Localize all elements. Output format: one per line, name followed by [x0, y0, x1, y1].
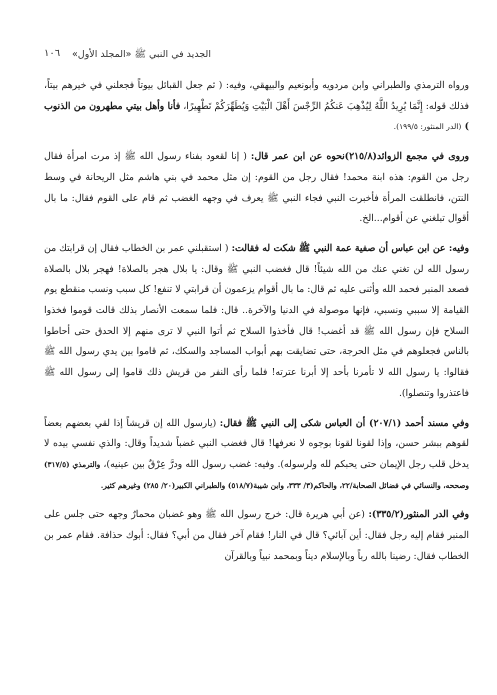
- paragraph-safiyya: [44, 239, 469, 405]
- page-body: [44, 76, 469, 686]
- paragraph-tirmidhi: [44, 76, 469, 138]
- hadith-conclusion: فأنا وأهل بيتي مطهرون من الذنوب ): [44, 100, 469, 133]
- paragraph-lead: وفيه: عن ابن عباس أن صفية عمة النبي ﷺ شكت له فقالت:: [231, 242, 469, 254]
- paragraph-ahmad: [44, 414, 469, 497]
- running-title: الجديد في النبي ﷺ «المجلد الأول»: [72, 49, 211, 60]
- paragraph-text: ( استقبلني عمر بن الخطاب فقال إن قرابتك من رسول الله لن تغني عنك من الله شيئاً! قال فغضب النبي ﷺ وقال: يا بلال هجر بالصلاة! فهجر بلال بالصلاة فصعد المنبر فحمد الله وأثنى عليه ثم قال: ما بال أقوام يزعمون أن قرابتي لا تنفع! كل سبب ونسب منقطع يوم القيامة إلا سببي ونسبي، فإنها موصولة في الدنيا والآخرة.. قال: فلما سمعت الأنصار بذلك قالت قوموا فخذوا السلاح فإن رسول الله ﷺ قد أغضب! قال فأخذوا السلاح ثم أتوا النبي لا ترى منهم إلا الحدق حتى أحاطوا بالناس فجعلوهم في مثل الحرجة، حتى تضايقت بهم أبواب المساجد والسكك، ثم قاموا بين يدي رسول الله ﷺ فقالوا: يا رسول الله لا تأمرنا بأحد إلا أبرنا عترته! فلما رأى النفر من قريش ذلك قاموا إلى رسول الله ﷺ فاعتذروا وتنصلوا).: [44, 242, 469, 399]
- source-reference: (الدر المنثور: ١٩٩/٥).: [393, 122, 462, 132]
- paragraph-durr: [44, 505, 469, 567]
- paragraph-majma: [44, 147, 469, 230]
- source-reference: والترمذي (٣١٧/٥) وصححه، والنسائي في فضائل الصحابة/٢٢، والحاكم(٣/ ٣٣٣، وابن شيبة(٥١٨/٧) والطبراني الكبير(٢٠/ ٢٨٥) وغيرهم كثير.: [44, 459, 469, 490]
- quran-verse-text: فجعلني في خيرهم بيتاً، فذلك قوله: إِنَّمَا يُرِيدُ اللَّهُ لِيُذْهِبَ عَنكُمُ الرِّجْسَ أَهْلَ الْبَيْتِ وَيُطَهِّرَكُمْ تَطْهِيرًا،: [44, 80, 469, 112]
- paragraph-lead: وروى في مجمع الزوائد(٢١٥/٨)نحوه عن ابن عمر قال:: [250, 151, 470, 163]
- paragraph-text: ورواه الترمذي والطبراني وابن مردويه وأبونعيم والبيهقي، وفيه: ( ثم جعل القبائل بيوتاً: [137, 80, 469, 91]
- page-number: ١٠٦: [44, 48, 61, 59]
- paragraph-lead: وفي مسند أحمد (٢٠٧/١) أن العباس شكى إلى النبي ﷺ فقال:: [219, 417, 469, 429]
- page-header: [44, 47, 469, 63]
- paragraph-lead: وفي الدر المنثور(٣٣٥/٢):: [368, 509, 469, 521]
- paragraph-text: (عن أبي هريرة قال: خرج رسول الله ﷺ وهو غضبان محمارٌ وجهه حتى جلس على المنبر فقام إليه رجل فقال: أين آبائي؟ قال في النار! فقام آخر فقال من أبي؟ فقال: أبوك حذافة. فقام عمر بن الخطاب فقال: رضينا بالله رباً وبالإسلام ديناً وبمحمد نبياً وبالقرآن: [44, 509, 469, 562]
- paragraph-text: (يارسول الله إن قريشاً إذا لقي بعضهم بعضاً لقوهم ببشر حسن، وإذا لقونا لقونا بوجوه لا نعرفها! قال فغضب النبي غضباً شديداً وقال: والذي نفسي بيده لا يدخل قلب رجل الإيمان حتى يحبكم لله ولرسوله). وفيه: غضب رسول الله ودرَّ عِرْقٌ بين عينيه)،: [44, 417, 470, 470]
- paragraph-text: ( إنا لقعود بفناء رسول الله ﷺ إذ مرت امرأة فقال رجل من القوم: هذه ابنة محمد! فقال رجل من القوم: إن مثل محمد في بني هاشم مثل الريحانة في وسط النتن، فانطلقت المرأة فأخبرت النبي فجاء النبي ﷺ يعرف في وجهه الغضب ثم قام على القوم فقال: ما بال أقوال تبلغني عن أقوام...الخ.: [44, 151, 469, 225]
